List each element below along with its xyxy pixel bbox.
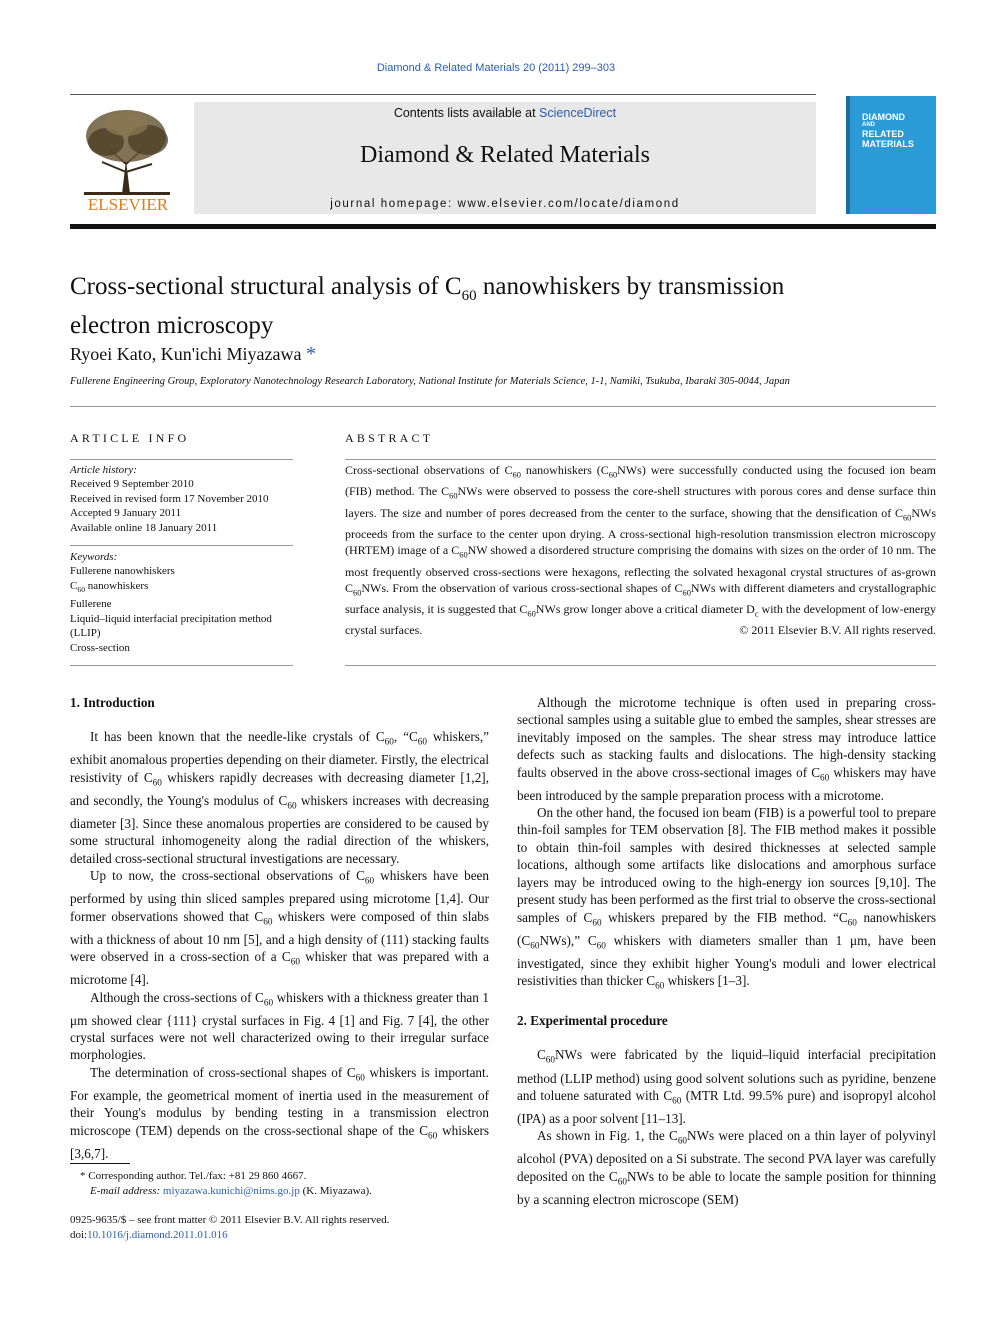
history-item: Received in revised form 17 November 2010: [70, 492, 269, 505]
keyword-item: $C_{60}$ nanowhiskers: [70, 579, 149, 594]
issn-line: 0925-9635/$ – see front matter © 2011 Elsevier B.V. All rights reserved.: [70, 1214, 390, 1226]
sciencedirect-link[interactable]: ScienceDirect: [539, 106, 617, 120]
elsevier-logo: [70, 102, 190, 214]
keyword-item: Cross-section: [70, 641, 130, 654]
abstract-heading: ABSTRACT: [345, 431, 434, 445]
issn-doi: [70, 1213, 490, 1242]
doi-line: [70, 1228, 490, 1243]
footnote: [70, 1169, 490, 1198]
paragraph: It has been known that the needle-like crystals of $C_{60}$, “$C_{60}$ whiskers,” exhibit anomalous properties depending on their diameter. Firstly, the electrical resistivity of $C_{60}$ whiskers rapidly decreases with decreasing diameter [1,2], and secondly, the Young's modulus of $C_{60}$ whiskers increases with decreasing diameter [3]. Since these anomalous properties are considered to be caused by some structural inhomogeneity along the radial direction of the whiskers, detailed cross-sectional structural investigations are necessary.: [70, 729, 489, 866]
corresponding-author-note: * Corresponding author. Tel./fax: +81 29 860 4667.: [80, 1170, 307, 1182]
keyword-item: Liquid–liquid interfacial precipitation method (LLIP): [70, 612, 272, 640]
email-line: [70, 1184, 490, 1199]
contents-line: [194, 106, 816, 120]
title-text: nanowhiskers by transmission electron microscopy: [70, 273, 785, 339]
keywords-label: Keywords:: [70, 551, 118, 563]
paragraph: As shown in Fig. 1, the $C_{60}NWs$ were placed on a thin layer of polyvinyl alcohol (PVA) deposited on a Si substrate. The second PVA layer was carefully deposited on the $C_{60}NWs$ to be able to locate the sample position for thinning by a scanning electron microscope (SEM): [517, 1128, 937, 1207]
elsevier-tree-icon: [70, 102, 190, 214]
article-info-heading: ARTICLE INFO: [70, 431, 190, 445]
contents-prefix: Contents lists available at: [393, 106, 540, 120]
email-label: E-mail address:: [90, 1184, 163, 1197]
doi-link[interactable]: 10.1016/j.diamond.2011.01.016: [87, 1228, 228, 1241]
header-thick-rule: [70, 224, 936, 229]
article-title: [70, 272, 870, 341]
paragraph: $C_{60}NWs$ were fabricated by the liquid–liquid interfacial precipitation method (LLIP method) using good solvent solutions such as pyridine, benzene and toluene saturated with $C_{60}$ (MTR Ltd. 99.5% pure) and isopropyl alcohol (IPA) as a poor solvent [11–13].: [517, 1047, 936, 1126]
article-history: [70, 463, 293, 535]
abstract-copyright: © 2011 Elsevier B.V. All rights reserved.: [739, 623, 936, 637]
abstract-text: Cross-sectional observations of $C_{60}$ nanowhiskers $(C_{60}NWs)$ were successfully conducted using the focused ion beam (FIB) method. The $C_{60}NWs$ were observed to possess the core-shell structures with porous cores and dense surface thin layers. The size and number of pores decreased from the center to the surface, showing that the densification of $C_{60}NWs$ proceeds from the surface to the center upon drying. A cross-sectional high-resolution transmission electron microscopy (HRTEM) image of a $C_{60}NW$ showed a disordered structure comprising the domains with sizes on the order of 10 nm. The most frequently observed cross-sections were hexagons, reflecting the solvated hexagonal crystal structures of as-grown $C_{60}NWs$. From the observation of various cross-sectional shapes of $C_{60}NWs$ with different diameters and crystallographic surface analysis, it is suggested that $C_{60}NWs$ grow longer above a critical diameter $D_c$ with the development of low-energy crystal surfaces.: [345, 463, 937, 638]
info-divider: [70, 665, 293, 666]
email-suffix: (K. Miyazawa).: [299, 1184, 372, 1197]
journal-citation[interactable]: Diamond & Related Materials 20 (2011) 299–303: [376, 62, 616, 74]
keyword-item: Fullerene nanowhiskers: [70, 565, 175, 578]
left-column: [70, 694, 489, 1162]
affiliation-divider: [70, 406, 936, 407]
abstract-divider: [345, 459, 936, 460]
cover-line: MATERIALS: [862, 139, 914, 149]
elsevier-wordmark: ELSEVIER: [87, 195, 169, 214]
paragraph: On the other hand, the focused ion beam (FIB) is a powerful tool to prepare thin-foil samples for TEM observation [8]. The FIB method makes it possible to obtain thin-foil samples with desired thicknesses at selected sample locations, although some artifacts like dislocations and amorphous surface layers may be introduced owing to the high-energy ion sources [9,10]. The present study has been performed as the first trial to observe the cross-sectional samples of $C_{60}$ whiskers prepared by the FIB method. “$C_{60}$ nanowhiskers $(C_{60}NWs)$,” $C_{60}$ whiskers with diameters smaller than 1 μm, have been investigated, since they exhibit higher Young's moduli and lower electrical resistivities than thicker $C_{60}$ whiskers [1–3].: [517, 805, 936, 991]
authors: [70, 343, 316, 366]
doi-label: doi:: [70, 1228, 88, 1241]
footnote-rule: [70, 1163, 130, 1164]
keyword-item: Fullerene: [70, 598, 112, 611]
info-divider: [70, 459, 293, 460]
cover-title: [862, 112, 932, 149]
paragraph: The determination of cross-sectional shapes of $C_{60}$ whiskers is important. For example, the geometrical moment of inertia used in the measurement of their Young's modulus by bending testing in a transmission electron microscope (TEM) depends on the cross-sectional shape of the $C_{60}$ whiskers [3,6,7].: [70, 1064, 490, 1161]
section-heading: 2. Experimental procedure: [517, 1013, 668, 1029]
section-heading: 1. Introduction: [70, 695, 155, 710]
cover-line: RELATED: [862, 129, 904, 139]
history-item: Accepted 9 January 2011: [70, 507, 182, 520]
email-link[interactable]: miyazawa.kunichi@nims.go.jp: [162, 1184, 300, 1197]
paragraph: Up to now, the cross-sectional observations of $C_{60}$ whiskers have been performed by using thin sliced samples prepared using microtome [1,4]. Our former observations showed that $C_{60}$ whiskers were composed of thin slabs with a thickness of about 10 nm [5], and a high density of (111) stacking faults were observed in a cross-section of a $C_{60}$ whisker that was prepared with a microtome [4].: [70, 868, 490, 988]
keywords: [70, 550, 293, 655]
title-subscript: 60: [461, 288, 477, 304]
affiliation: Fullerene Engineering Group, Exploratory Nanotechnology Research Laboratory, National Institute for Materials Science, 1-1, Namiki, Tsukuba, Ibaraki 305-0044, Japan: [70, 376, 790, 387]
journal-name: Diamond & Related Materials: [360, 142, 650, 168]
cover-line: AND: [862, 122, 875, 128]
corresponding-author-mark[interactable]: *: [305, 343, 316, 365]
journal-homepage[interactable]: journal homepage: www.elsevier.com/locate/diamond: [330, 198, 680, 210]
author-names: Ryoei Kato, Kun'ichi Miyazawa: [70, 344, 302, 364]
paragraph: Although the microtome technique is often used in preparing cross-sectional samples using a suitable glue to embed the samples, shear stresses are inevitably imposed on the samples. The shear stress may introduce lattice defects such as stacking faults and dislocations. The high-density stacking faults observed in the above cross-sectional images of $C_{60}$ whiskers may have been introduced by the sample preparation process with a microtome.: [517, 695, 936, 803]
history-label: Article history:: [70, 464, 137, 476]
title-text: Cross-sectional structural analysis of C: [70, 273, 462, 300]
abstract-divider: [345, 665, 936, 666]
info-divider: [70, 545, 293, 546]
history-item: Received 9 September 2010: [70, 478, 194, 491]
history-item: Available online 18 January 2011: [70, 521, 218, 534]
paragraph: Although the cross-sections of $C_{60}$ whiskers with a thickness greater than 1 μm showed clear {111} crystal surfaces in Fig. 4 [1] and Fig. 7 [4], the other crystal surfaces were not well characterized owing to their irregular surface morphologies.: [70, 989, 489, 1063]
cover-spine: [846, 96, 850, 214]
header-divider: [70, 94, 816, 95]
cover-line: DIAMOND: [862, 112, 905, 122]
right-column: [517, 694, 936, 1208]
